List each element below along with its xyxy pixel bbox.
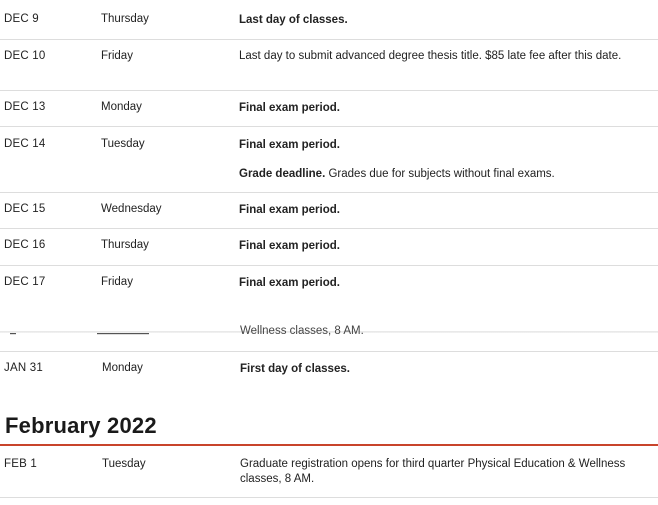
row-description-bold: First day of classes.: [240, 363, 350, 375]
row-description: [239, 13, 651, 28]
row-date: JAN 31: [4, 362, 43, 374]
row-description-bold: Final exam period.: [239, 204, 340, 216]
row-description-bold: Final exam period.: [239, 102, 340, 114]
row-description-text: Last day to submit advanced degree thesis title. $85 late fee after this date.: [239, 50, 622, 62]
calendar-row: [0, 40, 658, 91]
row-description-text: Grades due for subjects without final exams.: [325, 168, 555, 180]
row-description: [240, 362, 652, 377]
row-description-bold: Final exam period.: [239, 240, 340, 252]
row-description: [239, 203, 651, 218]
calendar-row: [0, 193, 658, 229]
calendar-row: [0, 229, 658, 266]
row-date: DEC 17: [4, 276, 46, 288]
row-day: Friday: [101, 50, 133, 62]
row-description-bold: Last day of classes.: [239, 14, 348, 26]
calendar-row: [0, 266, 658, 332]
row-description-bold: Final exam period.: [239, 139, 340, 151]
calendar-row: [0, 91, 658, 127]
row-day: Thursday: [101, 13, 149, 25]
row-day: Tuesday: [102, 458, 146, 470]
row-day: Tuesday: [101, 138, 145, 150]
cut-off-glyphs: [0, 333, 658, 335]
row-date: DEC 10: [4, 50, 46, 62]
row-description: [239, 138, 651, 182]
calendar-row: [0, 0, 658, 40]
row-date: DEC 15: [4, 203, 46, 215]
calendar-row: [0, 127, 658, 193]
row-day: Friday: [101, 276, 133, 288]
row-date: DEC 9: [4, 13, 39, 25]
row-description: [239, 239, 651, 254]
row-description: [239, 49, 651, 64]
row-description-bold: Grade deadline.: [239, 168, 326, 180]
month-heading: February 2022: [5, 413, 157, 438]
row-date: FEB 1: [4, 458, 37, 470]
row-description: [240, 457, 652, 487]
calendar-row: [0, 447, 658, 498]
row-date: DEC 13: [4, 101, 46, 113]
month-heading-rule: [0, 444, 658, 446]
cut-off-text: Wellness classes, 8 AM.: [240, 325, 364, 337]
row-description: [239, 101, 651, 116]
row-day: Monday: [102, 362, 143, 374]
row-day: Monday: [101, 101, 142, 113]
row-date: DEC 16: [4, 239, 46, 251]
row-description-bold: Final exam period.: [239, 277, 340, 289]
row-date: DEC 14: [4, 138, 46, 150]
row-description-text: Graduate registration opens for third quarter Physical Education & Wellness classes, 8 AM.: [240, 458, 626, 485]
row-day: Thursday: [101, 239, 149, 251]
row-description: [239, 276, 651, 291]
calendar-row: [0, 352, 658, 398]
row-day: Wednesday: [101, 203, 162, 215]
